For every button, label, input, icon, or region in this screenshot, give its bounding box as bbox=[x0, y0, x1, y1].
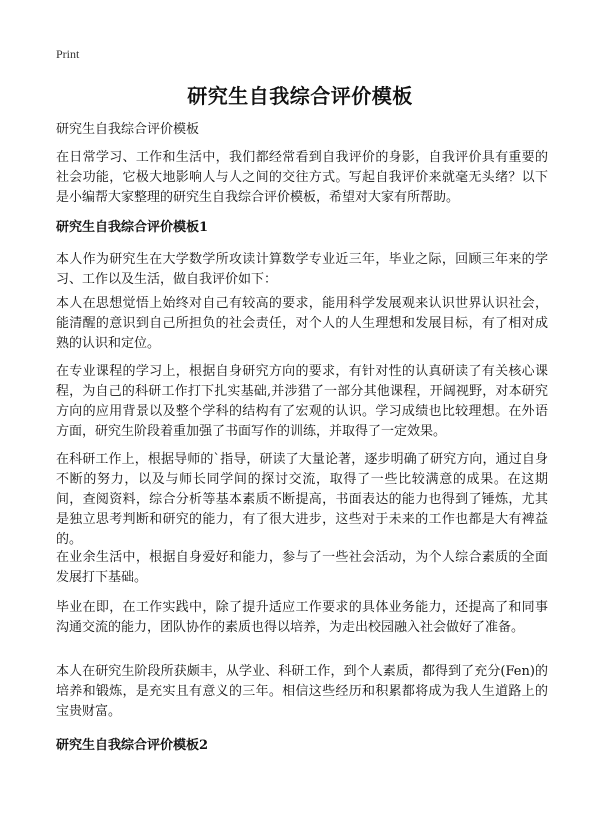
intro-paragraph: 在日常学习、工作和生活中，我们都经常看到自我评价的身影，自我评价具有重要的社会功能，它极大地影响人与人之间的交往方式。写起自我评价来就毫无头绪？以下是小编帮大家整理的研究生自我综合评价模板，希望对大家有所帮助。 bbox=[56, 150, 548, 205]
paragraph-7: 本人在研究生阶段所获颇丰，从学业、科研工作，到个人素质，都得到了充分(Fen)的培养和锻炼，是充实且有意义的三年。相信这些经历和积累都将成为我人生道路上的宝贵财富。 bbox=[56, 664, 548, 719]
paragraph-5: 在业余生活中，根据自身爱好和能力，参与了一些社会活动，为个人综合素质的全面发展打下基础。 bbox=[56, 550, 548, 585]
section-heading-1: 研究生自我综合评价模板1 bbox=[56, 220, 209, 235]
paragraph-1: 本人作为研究生在大学数学所攻读计算数学专业近三年，毕业之际，回顾三年来的学习、工作以及生活，做自我评价如下： bbox=[56, 252, 548, 287]
page-title: 研究生自我综合评价模板 bbox=[187, 84, 413, 108]
paragraph-2: 本人在思想觉悟上始终对自己有较高的要求，能用科学发展观来认识世界认识社会，能清醒的意识到自己所担负的社会责任，对个人的人生理想和发展目标，有了相对成熟的认识和定位。 bbox=[56, 296, 548, 351]
document-subtitle: 研究生自我综合评价模板 bbox=[56, 122, 200, 137]
paragraph-3: 在专业课程的学习上，根据自身研究方向的要求，有针对性的认真研读了有关核心课程，为自己的科研工作打下扎实基础,并涉猎了一部分其他课程，开阔视野，对本研究方向的应用背景以及整个学科的结构有了宏观的认识。学习成绩也比较理想。在外语方面，研究生阶段着重加强了书面写作的训练，并取得了一定效果。 bbox=[56, 364, 548, 439]
paragraph-6: 毕业在即，在工作实践中，除了提升适应工作要求的具体业务能力，还提高了和同事沟通交流的能力，团队协作的素质也得以培养，为走出校园融入社会做好了准备。 bbox=[56, 600, 548, 635]
paragraph-4: 在科研工作上，根据导师的`指导，研读了大量论著，逐步明确了研究方向，通过自身不断的努力，以及与师长同学间的探讨交流，取得了一些比较满意的成果。在这期间，查阅资料，综合分析等基本素质不断提高，书面表达的能力也得到了锤炼，尤其是独立思考判断和研究的能力，有了很大进步，这些对于未来的工作也都是大有裨益的。 bbox=[56, 452, 548, 547]
section-heading-2: 研究生自我综合评价模板2 bbox=[56, 738, 209, 753]
print-label: Print bbox=[56, 47, 80, 61]
